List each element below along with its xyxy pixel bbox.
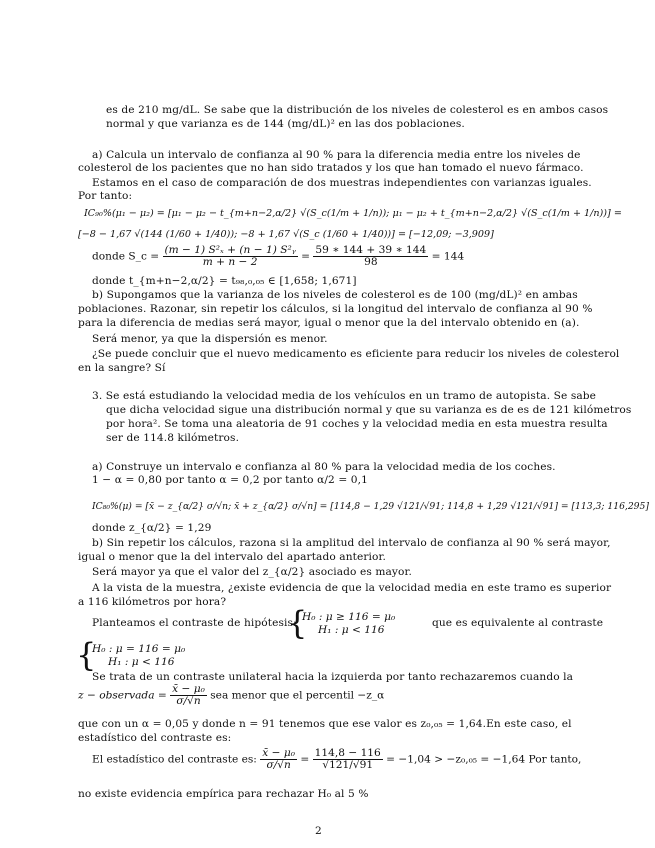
statistic-fraction (260, 748, 297, 771)
text-line: es de 210 mg/dL. Se sabe que la distribución de los niveles de colesterol es en ambos casos (106, 104, 609, 116)
text-line: poblaciones. Razonar, sin repetir los cálculos, si la longitud del intervalo de confianza al 90 % (78, 303, 593, 315)
formula-ic90-values: [−8 − 1,67 √(144 (1/60 + 1/40)); −8 + 1,67 √(S_c (1/60 + 1/40))] = [−12,09; −3,909] (78, 229, 494, 240)
statistic-values-fraction (313, 748, 383, 771)
sc-denominator: m + n − 2 (202, 256, 258, 268)
text-line: para la diferencia de medias será mayor, igual o menor que la del intervalo obtenido en (a). (78, 317, 580, 329)
sc-fraction-values (313, 245, 428, 268)
sc-result: = 144 (431, 250, 465, 263)
z-observed-line (78, 684, 384, 707)
text-line: Se trata de un contraste unilateral hacia la izquierda por tanto rechazaremos cuando la (92, 671, 574, 683)
text-line: Será mayor ya que el valor del z_{α/2} asociado es mayor. (92, 566, 412, 578)
sc-denominator-values: 98 (364, 256, 378, 268)
sc-fraction (163, 245, 298, 268)
sc-numerator-values: 59 ∗ 144 + 39 ∗ 144 (315, 244, 427, 256)
z-observed-label: z − observada = (78, 689, 167, 702)
text-line: 3. Se está estudiando la velocidad media de los vehículos en un tramo de autopista. Se sabe (92, 390, 597, 402)
text-line: no existe evidencia empírica para rechazar H₀ al 5 % (78, 788, 369, 800)
text-line: por hora². Se toma una aleatoria de 91 coches y la velocidad media en esta muestra resulta (106, 418, 608, 430)
brace-left: { (76, 636, 97, 674)
z-observed-text: sea menor que el percentil −z_α (210, 689, 385, 702)
hypothesis-h0-equal: H₀ : μ = 116 = μ₀ (92, 643, 186, 655)
statistic-values-num: 114,8 − 116 (314, 747, 381, 759)
z-observed-fraction (170, 684, 207, 707)
text-line: a) Calcula un intervalo de confianza al 90 % para la diferencia media entre los niveles de (92, 149, 581, 161)
text-line: igual o menor que la del intervalo del apartado anterior. (78, 551, 386, 563)
frac-den: σ/√n (266, 759, 291, 771)
statistic-label: El estadístico del contraste es: (92, 753, 257, 766)
statistic-equals: = (300, 753, 310, 766)
sc-label: donde S_c = (92, 250, 160, 263)
text-line: 1 − α = 0,80 por tanto α = 0,2 por tanto α/2 = 0,1 (92, 474, 368, 486)
brace-left: { (287, 604, 308, 642)
text-line: estadístico del contraste es: (78, 732, 232, 744)
text-line: que dicha velocidad sigue una distribución normal y que su varianza es de es de 121 kilómetros (106, 404, 632, 416)
formula-ic80: IC₈₀%(μ) = [x̄ − z_{α/2} σ/√n; x̄ + z_{α/2} σ/√n] = [114,8 − 1,29 √121/√91; 114,8 + 1,29 √121/√91] = [113,3; 116,295] (92, 501, 649, 512)
text-line: a 116 kilómetros por hora? (78, 596, 227, 608)
statistic-result: = −1,04 > −z₀,₀₅ = −1,64 Por tanto, (386, 753, 582, 766)
text-line: que es equivalente al contraste (432, 617, 604, 629)
statistic-line (92, 748, 581, 771)
text-line: a) Construye un intervalo e confianza al 80 % para la velocidad media de los coches. (92, 461, 556, 473)
text-line: Estamos en el caso de comparación de dos muestras independientes con varianzas iguales. (92, 177, 592, 189)
frac-den: σ/√n (176, 695, 201, 707)
text-line: que con un α = 0,05 y donde n = 91 tenemos que ese valor es z₀,₀₅ = 1,64.En este caso, el (78, 718, 572, 730)
text-line: b) Sin repetir los cálculos, razona si la amplitud del intervalo de confianza al 90 % será mayor, (92, 537, 611, 549)
frac-num: x̄ − μ₀ (262, 747, 295, 759)
text-line: Por tanto: (78, 190, 133, 202)
text-line: b) Supongamos que la varianza de los niveles de colesterol es de 100 (mg/dL)² en ambas (92, 289, 578, 301)
text-line: ¿Se puede concluir que el nuevo medicamento es eficiente para reducir los niveles de colesterol (92, 348, 620, 360)
hypothesis-h0: H₀ : μ ≥ 116 = μ₀ (302, 611, 396, 623)
text-line: Planteamos el contraste de hipótesis: (92, 617, 297, 629)
sc-equals: = (301, 250, 310, 263)
sc-numerator: (m − 1) S²ₓ + (n − 1) S²ᵧ (164, 244, 296, 256)
page-number: 2 (315, 825, 322, 837)
text-line: donde t_{m+n−2,α/2} = t₉₈,₀,₀₅ ∈ [1,658; 1,671] (92, 275, 357, 287)
hypothesis-h1-less: H₁ : μ < 116 (108, 656, 175, 668)
text-line: A la vista de la muestra, ¿existe evidencia de que la velocidad media en este tramo es superior (92, 582, 612, 594)
text-line: en la sangre? Sí (78, 362, 166, 374)
hypothesis-h1: H₁ : μ < 116 (318, 624, 385, 636)
frac-num: x̄ − μ₀ (172, 683, 205, 695)
text-line: Será menor, ya que la dispersión es menor. (92, 333, 328, 345)
text-line: ser de 114.8 kilómetros. (106, 432, 240, 444)
formula-sc (92, 245, 464, 268)
formula-ic90: IC₉₀%(μ₁ − μ₂) = [μ₁ − μ₂ − t_{m+n−2,α/2} √(S_c(1/m + 1/n)); μ₁ − μ₂ + t_{m+n−2,α/2} √(S_c(1/m + 1/n))] = (84, 208, 622, 219)
frac-den: √121/√91 (322, 759, 374, 771)
text-line: normal y que varianza es de 144 (mg/dL)² en las dos poblaciones. (106, 118, 465, 130)
text-line: colesterol de los pacientes que no han sido tratados y los que han tomado el nuevo fármaco. (78, 162, 584, 174)
text-line: donde z_{α/2} = 1,29 (92, 522, 212, 534)
